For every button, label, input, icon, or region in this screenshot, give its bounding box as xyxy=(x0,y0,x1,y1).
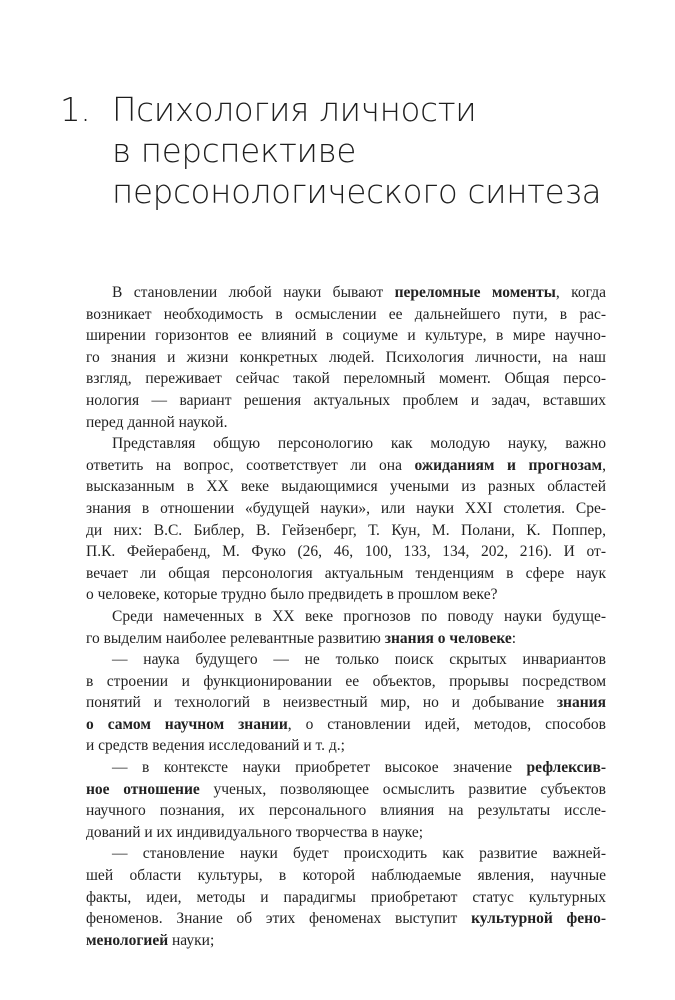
text-segment: П.К. Фейерабенд, М. Фуко (26, 46, 100, 133, 134, 202, 216). И от- xyxy=(86,543,606,561)
text-line xyxy=(86,692,606,714)
text-line xyxy=(86,455,606,477)
text-line xyxy=(86,584,606,606)
text-segment: нология — вариант решения актуальных проблем и задач, вставших xyxy=(86,391,606,409)
text-segment: понятий и технологий в неизвестный мир, но и добывание xyxy=(86,694,557,712)
emphasis-text: менологией xyxy=(86,931,169,949)
text-segment: в строении и функционировании ее объектов, прорывы посредством xyxy=(86,672,606,690)
text-segment: : xyxy=(511,629,517,647)
emphasis-text: переломные моменты xyxy=(394,284,556,301)
text-line xyxy=(86,541,606,563)
text-segment: ответить на вопрос, соответствует ли она xyxy=(86,456,415,474)
body-text xyxy=(86,282,606,951)
text-line xyxy=(86,520,606,542)
text-line xyxy=(86,908,606,930)
text-segment: науки; xyxy=(168,931,215,949)
text-segment: взгляд, переживает сейчас такой переломный момент. Общая персо- xyxy=(86,370,606,388)
chapter-title-line: в перспективе xyxy=(112,132,357,170)
text-segment: го знания и жизни конкретных людей. Психология личности, на наш xyxy=(86,348,606,366)
text-line xyxy=(86,412,606,434)
text-segment: ширении горизонтов ее влияний в социуме и культуре, в мире научно- xyxy=(86,327,606,345)
chapter-number: 1. xyxy=(60,91,91,129)
emphasis-text: ожиданиям и прогнозам xyxy=(414,456,603,474)
text-segment: дований и их индивидуального творчества в науке; xyxy=(86,823,424,841)
emphasis-text: знания xyxy=(556,694,606,712)
text-line xyxy=(86,671,606,693)
text-line xyxy=(86,390,606,412)
text-segment: Представляя общую персонологию как молодую науку, важно xyxy=(112,435,606,453)
text-line xyxy=(86,476,606,498)
text-line xyxy=(86,606,606,628)
text-line xyxy=(86,735,606,757)
text-segment: В становлении любой науки бывают xyxy=(112,284,395,301)
text-line xyxy=(86,887,606,909)
text-segment: ди них: В.С. Библер, В. Гейзенберг, Т. Кун, М. Полани, К. Поппер, xyxy=(86,521,606,539)
emphasis-text: рефлексив- xyxy=(526,759,606,777)
text-line xyxy=(86,304,606,326)
text-segment: и средств ведения исследований и т. д.; xyxy=(86,737,345,755)
text-line xyxy=(86,282,606,304)
text-segment: — становление науки будет происходить как развитие важней- xyxy=(112,845,606,863)
text-segment: , xyxy=(602,456,606,474)
text-segment: факты, идеи, методы и парадигмы приобретают статус культурных xyxy=(86,888,606,906)
text-line xyxy=(86,563,606,585)
emphasis-text: знания о человеке xyxy=(384,629,512,647)
emphasis-text: культурной фено- xyxy=(471,910,607,928)
emphasis-text: о самом научном знании xyxy=(86,715,288,733)
text-segment: — в контексте науки приобретет высокое значение xyxy=(112,759,527,777)
text-line xyxy=(86,347,606,369)
text-segment: возникает необходимость в осмыслении ее дальнейшего пути, в рас- xyxy=(86,305,606,323)
text-line xyxy=(86,433,606,455)
text-line xyxy=(86,628,606,650)
text-line xyxy=(86,498,606,520)
text-line xyxy=(86,714,606,736)
text-line xyxy=(86,930,606,952)
text-segment: шей области культуры, в которой наблюдаемые явления, научные xyxy=(86,867,606,885)
text-segment: , когда xyxy=(555,284,606,301)
text-line xyxy=(86,368,606,390)
text-segment: знания в отношении «будущей науки», или науки XXI столетия. Сре- xyxy=(86,499,606,517)
text-line xyxy=(86,865,606,887)
text-segment: перед данной наукой. xyxy=(86,413,228,431)
text-line xyxy=(86,757,606,779)
text-segment: вечает ли общая персонология актуальным тенденциям в сфере наук xyxy=(86,564,606,582)
text-line xyxy=(86,800,606,822)
text-line xyxy=(86,779,606,801)
text-line xyxy=(86,325,606,347)
text-segment: высказанным в XX веке выдающимися учеными из разных областей xyxy=(86,478,606,496)
text-segment: ученых, позволяющее осмыслить развитие субъектов xyxy=(199,780,606,798)
chapter-heading xyxy=(60,90,640,213)
text-segment: го выделим наиболее релевантные развитию xyxy=(86,629,385,647)
emphasis-text: ное отношение xyxy=(86,780,200,798)
text-segment: феноменов. Знание об этих феноменах выступит xyxy=(86,910,472,928)
text-line xyxy=(86,843,606,865)
text-line xyxy=(86,822,606,844)
text-segment: , о становлении идей, методов, способов xyxy=(287,715,606,733)
text-segment: научного познания, их персонального влияния на результаты иссле- xyxy=(86,802,606,820)
text-segment: — наука будущего — не только поиск скрытых инвариантов xyxy=(112,651,606,669)
text-segment: о человеке, которые трудно было предвидеть в прошлом веке? xyxy=(86,586,498,604)
chapter-title-line: Психология личности xyxy=(112,91,477,129)
chapter-title-line: персонологического синтеза xyxy=(112,173,602,211)
text-line xyxy=(86,649,606,671)
text-segment: Среди намеченных в XX веке прогнозов по поводу науки будуще- xyxy=(112,607,606,625)
